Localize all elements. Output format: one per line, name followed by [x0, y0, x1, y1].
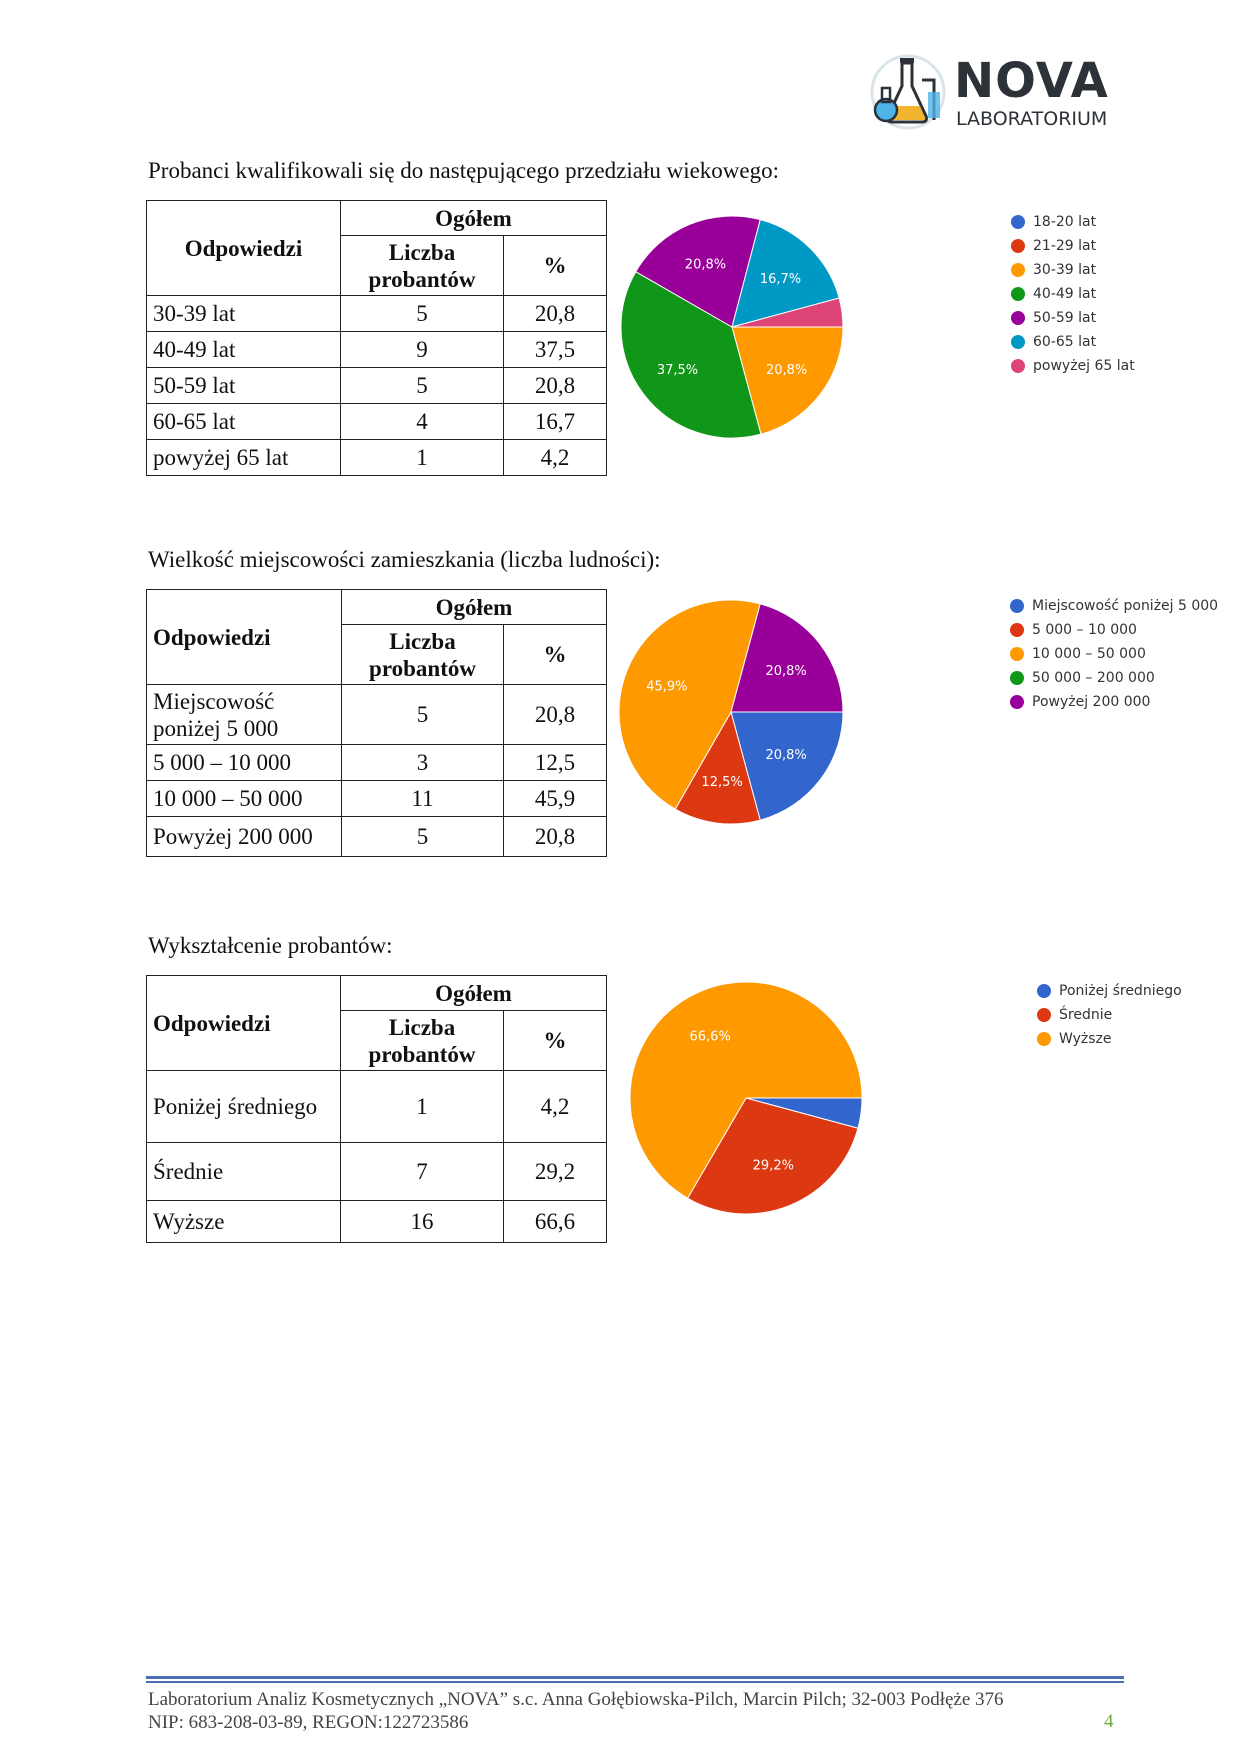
legend-item — [1010, 642, 1218, 666]
table-row — [147, 404, 607, 440]
legend-label: Poniżej średniego — [1059, 983, 1182, 999]
table-row — [147, 296, 607, 332]
legend-label: Miejscowość poniżej 5 000 — [1032, 598, 1219, 614]
row-count: 16 — [341, 1201, 504, 1243]
legend-dot-icon — [1010, 647, 1024, 661]
flask-logo-icon — [870, 52, 950, 132]
row-label: Miejscowość poniżej 5 000 — [147, 685, 342, 745]
header-count: Liczba probantów — [342, 625, 504, 685]
row-count: 5 — [342, 817, 504, 857]
row-percent: 37,5 — [504, 332, 607, 368]
row-label: Poniżej średniego — [147, 1071, 341, 1143]
row-count: 5 — [342, 685, 504, 745]
row-label: 50-59 lat — [147, 368, 341, 404]
pie-chart-town-size — [619, 600, 843, 824]
legend-dot-icon — [1037, 1032, 1051, 1046]
legend-label: 10 000 – 50 000 — [1032, 646, 1146, 662]
legend-dot-icon — [1011, 335, 1025, 349]
pie-chart-age — [621, 216, 843, 438]
pie-slice-label: 20,8% — [765, 748, 807, 764]
table-town-size — [146, 589, 607, 857]
legend-dot-icon — [1011, 287, 1025, 301]
row-count: 1 — [341, 1071, 504, 1143]
row-count: 5 — [341, 296, 504, 332]
header-answers: Odpowiedzi — [147, 201, 341, 296]
row-percent: 20,8 — [504, 368, 607, 404]
row-label: 40-49 lat — [147, 332, 341, 368]
row-label: 30-39 lat — [147, 296, 341, 332]
logo-subtitle: LABORATORIUM — [956, 108, 1108, 130]
legend-dot-icon — [1011, 239, 1025, 253]
legend-dot-icon — [1010, 695, 1024, 709]
header-percent: % — [504, 236, 607, 296]
pie-slice-label: 45,9% — [646, 679, 688, 695]
header-total: Ogółem — [341, 201, 607, 236]
pie-slice-label: 16,7% — [759, 272, 802, 288]
legend-label: 50 000 – 200 000 — [1032, 670, 1155, 686]
section-title-age: Probanci kwalifikowali się do następującego przedziału wiekowego: — [148, 158, 780, 183]
table-row — [147, 685, 607, 745]
legend-dot-icon — [1011, 359, 1025, 373]
table-row — [147, 1071, 607, 1143]
legend-label: powyżej 65 lat — [1033, 358, 1135, 374]
legend-dot-icon — [1037, 984, 1051, 998]
row-count: 5 — [341, 368, 504, 404]
legend-label: 30-39 lat — [1033, 262, 1097, 278]
legend-item — [1011, 258, 1135, 282]
legend-dot-icon — [1010, 623, 1024, 637]
table-row — [147, 440, 607, 476]
footer-text — [148, 1688, 1004, 1734]
legend-item — [1011, 306, 1135, 330]
legend-item — [1037, 979, 1182, 1003]
row-percent: 4,2 — [504, 440, 607, 476]
row-label: 10 000 – 50 000 — [147, 781, 342, 817]
table-row — [147, 817, 607, 857]
row-label: Powyżej 200 000 — [147, 817, 342, 857]
legend-label: 21-29 lat — [1033, 238, 1097, 254]
pie-slice-label: 20,8% — [684, 257, 727, 273]
legend-item — [1010, 618, 1218, 642]
legend-dot-icon — [1010, 671, 1024, 685]
section-title-town-size: Wielkość miejscowości zamieszkania (liczba ludności): — [148, 547, 661, 572]
header-total: Ogółem — [342, 590, 607, 625]
legend-item — [1011, 234, 1135, 258]
table-row — [147, 781, 607, 817]
row-percent: 29,2 — [504, 1143, 607, 1201]
row-count: 11 — [342, 781, 504, 817]
footer-company-line: Laboratorium Analiz Kosmetycznych „NOVA” s.c. Anna Gołębiowska-Pilch, Marcin Pilch; 32-003 Podłęże 376 — [148, 1689, 1004, 1710]
legend-dot-icon — [1010, 599, 1024, 613]
legend-dot-icon — [1037, 1008, 1051, 1022]
legend-item — [1010, 594, 1218, 618]
row-label: 5 000 – 10 000 — [147, 745, 342, 781]
row-percent: 45,9 — [504, 781, 607, 817]
footer-registry-line: NIP: 683-208-03-89, REGON:122723586 — [148, 1712, 469, 1733]
row-label: powyżej 65 lat — [147, 440, 341, 476]
row-count: 3 — [342, 745, 504, 781]
legend-label: Wyższe — [1059, 1031, 1112, 1047]
legend-item — [1010, 690, 1218, 714]
footer-rule-thin — [146, 1681, 1124, 1683]
legend-label: Średnie — [1059, 1007, 1113, 1023]
legend-dot-icon — [1011, 263, 1025, 277]
row-count: 9 — [341, 332, 504, 368]
pie-slice-label: 37,5% — [656, 363, 699, 379]
table-row — [147, 745, 607, 781]
row-label: Średnie — [147, 1143, 341, 1201]
row-count: 7 — [341, 1143, 504, 1201]
table-age — [146, 200, 607, 476]
legend-item — [1011, 282, 1135, 306]
pie-slice-label: 20,8% — [765, 663, 807, 679]
table-row — [147, 332, 607, 368]
footer-rule — [146, 1676, 1124, 1679]
row-label: Wyższe — [147, 1201, 341, 1243]
header-percent: % — [504, 1011, 607, 1071]
table-row — [147, 1143, 607, 1201]
table-row — [147, 368, 607, 404]
pie-slice-label: 66,6% — [689, 1029, 731, 1045]
legend-label: 40-49 lat — [1033, 286, 1097, 302]
legend-item — [1037, 1003, 1182, 1027]
row-percent: 66,6 — [504, 1201, 607, 1243]
row-label: 60-65 lat — [147, 404, 341, 440]
legend-item — [1011, 210, 1135, 234]
legend-dot-icon — [1011, 215, 1025, 229]
legend-item — [1011, 354, 1135, 378]
logo-wordmark: NOVA — [954, 53, 1109, 109]
page-number: 4 — [1104, 1711, 1114, 1732]
legend-town-size — [1010, 594, 1218, 714]
nova-logo — [870, 52, 1130, 138]
table-education — [146, 975, 607, 1243]
legend-label: 50-59 lat — [1033, 310, 1097, 326]
section-title-education: Wykształcenie probantów: — [148, 933, 393, 958]
row-count: 4 — [341, 404, 504, 440]
pie-slice-label: 12,5% — [701, 774, 743, 790]
table-row — [147, 1201, 607, 1243]
legend-item — [1010, 666, 1218, 690]
header-answers: Odpowiedzi — [147, 976, 341, 1071]
legend-item — [1037, 1027, 1182, 1051]
row-count: 1 — [341, 440, 504, 476]
row-percent: 12,5 — [504, 745, 607, 781]
row-percent: 4,2 — [504, 1071, 607, 1143]
header-count: Liczba probantów — [341, 236, 504, 296]
row-percent: 20,8 — [504, 685, 607, 745]
header-count: Liczba probantów — [341, 1011, 504, 1071]
pie-slice-label: 20,8% — [765, 362, 808, 378]
pie-slice-label: 29,2% — [752, 1158, 794, 1174]
row-percent: 20,8 — [504, 296, 607, 332]
legend-label: 5 000 – 10 000 — [1032, 622, 1137, 638]
header-percent: % — [504, 625, 607, 685]
legend-label: Powyżej 200 000 — [1032, 694, 1151, 710]
header-total: Ogółem — [341, 976, 607, 1011]
legend-dot-icon — [1011, 311, 1025, 325]
header-answers: Odpowiedzi — [147, 590, 342, 685]
legend-label: 18-20 lat — [1033, 214, 1097, 230]
legend-age — [1011, 210, 1135, 378]
legend-label: 60-65 lat — [1033, 334, 1097, 350]
legend-item — [1011, 330, 1135, 354]
row-percent: 20,8 — [504, 817, 607, 857]
pie-chart-education — [630, 982, 862, 1214]
row-percent: 16,7 — [504, 404, 607, 440]
legend-education — [1037, 979, 1182, 1051]
